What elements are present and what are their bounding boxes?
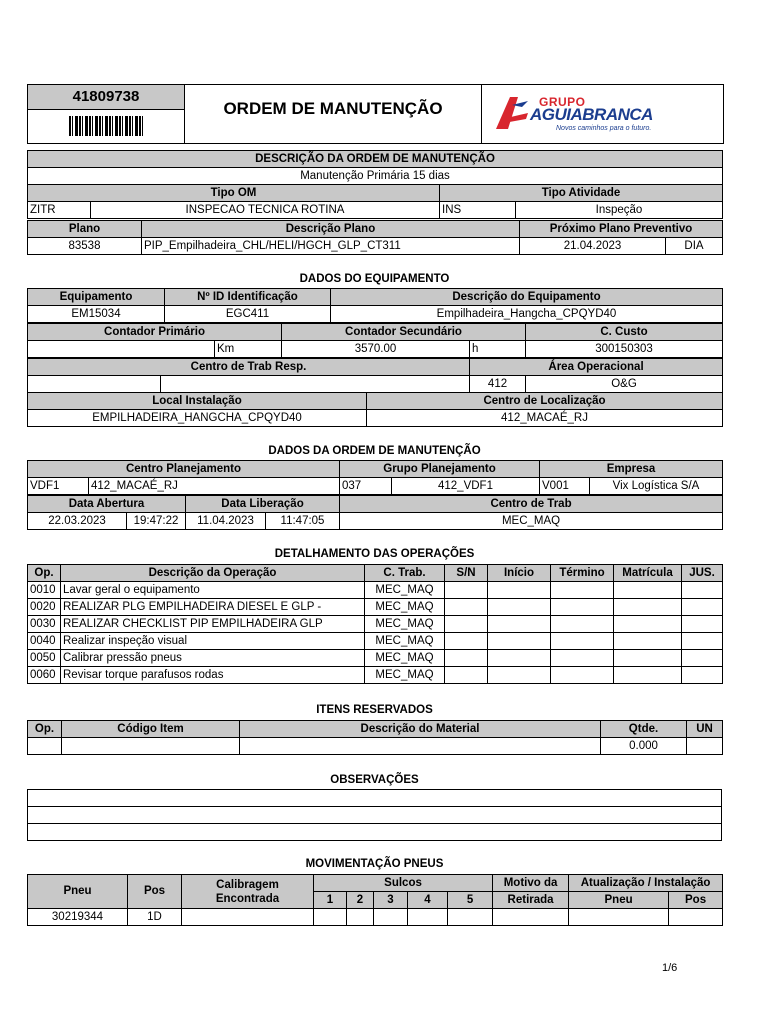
section-title-observacoes: OBSERVAÇÕES (330, 774, 419, 786)
termino-header: Término (551, 565, 614, 582)
op-matricula (614, 599, 682, 616)
tipo-om-code: ZITR (28, 202, 91, 219)
document-title: ORDEM DE MANUTENÇÃO (185, 85, 482, 143)
op-jus (682, 667, 723, 684)
area-operacional-label: Área Operacional (470, 359, 723, 376)
logo-group-text: GRUPO (539, 95, 586, 109)
plano-value: 83538 (28, 238, 142, 255)
op-ctrab: MEC_MAQ (365, 582, 445, 599)
op-matricula (614, 633, 682, 650)
op-matricula (614, 582, 682, 599)
empresa-code: V001 (540, 478, 590, 495)
ctrab-header: C. Trab. (365, 565, 445, 582)
sulco-4-value (408, 909, 448, 926)
tire-movement-table (27, 874, 723, 926)
sulco-3-header: 3 (374, 892, 408, 909)
op-inicio (488, 616, 551, 633)
local-instalacao-value: EMPILHADEIRA_HANGCHA_CPQYD40 (28, 410, 367, 427)
empresa-label: Empresa (540, 461, 723, 478)
custo-label: C. Custo (526, 324, 723, 341)
equipamento-label: Equipamento (28, 289, 165, 306)
op-sn (445, 667, 488, 684)
op-ctrab: MEC_MAQ (365, 650, 445, 667)
order-planning-table (27, 460, 723, 495)
grupo-planejamento-code: 037 (340, 478, 392, 495)
data-liberacao-label: Data Liberação (186, 496, 340, 513)
plano-label: Plano (28, 221, 142, 238)
centro-localizacao-label: Centro de Localização (367, 393, 723, 410)
equipment-counters-table (27, 323, 723, 358)
pneu-value: 30219344 (28, 909, 128, 926)
section-title-pneus: MOVIMENTAÇÃO PNEUS (305, 858, 444, 870)
section-title-itens: ITENS RESERVADOS (316, 704, 433, 716)
sulco-1-header: 1 (314, 892, 347, 909)
un-header: UN (687, 721, 723, 738)
observation-line (28, 790, 722, 807)
op-inicio (488, 667, 551, 684)
observation-line (28, 807, 722, 824)
op-code: 0060 (28, 667, 61, 684)
section-title-ordem: DADOS DA ORDEM DE MANUTENÇÃO (268, 445, 481, 457)
table-row (28, 667, 723, 684)
sulco-4-header: 4 (408, 892, 448, 909)
op-termino (551, 582, 614, 599)
descricao-plano-label: Descrição Plano (142, 221, 520, 238)
table-row (28, 633, 723, 650)
equipamento-value: EM15034 (28, 306, 165, 323)
codigo-item-header: Código Item (62, 721, 240, 738)
observations-table (27, 789, 722, 841)
order-number: 41809738 (28, 85, 185, 110)
jus-header: JUS. (682, 565, 723, 582)
observation-line (28, 824, 722, 841)
calibragem-value (182, 909, 314, 926)
pos-value: 1D (128, 909, 182, 926)
op-code: 0040 (28, 633, 61, 650)
op-termino (551, 599, 614, 616)
op-ctrab: MEC_MAQ (365, 616, 445, 633)
tipo-atividade-label: Tipo Atividade (440, 185, 723, 202)
inicio-header: Início (488, 565, 551, 582)
op-sn (445, 582, 488, 599)
grupo-planejamento-desc: 412_VDF1 (392, 478, 540, 495)
motivo-header-1: Motivo da (493, 875, 569, 892)
descricao-operacao-header: Descrição da Operação (61, 565, 365, 582)
logo-brand-text: AGUIABRANCA (530, 105, 653, 124)
atualizacao-pos-header: Pos (669, 892, 723, 909)
centro-planejamento-code: VDF1 (28, 478, 89, 495)
tipo-om-desc: INSPECAO TECNICA ROTINA (91, 202, 440, 219)
op-code: 0010 (28, 582, 61, 599)
sulcos-header: Sulcos (314, 875, 493, 892)
op-sn (445, 650, 488, 667)
op-code: 0030 (28, 616, 61, 633)
op-jus (682, 582, 723, 599)
hora-liberacao-value: 11:47:05 (266, 513, 340, 530)
calibragem-label-2: Encontrada (215, 892, 280, 905)
table-row (28, 616, 723, 633)
document-header (27, 84, 724, 144)
section-title-descricao: DESCRIÇÃO DA ORDEM DE MANUTENÇÃO (28, 151, 723, 168)
order-dates-table (27, 495, 723, 530)
op-jus (682, 599, 723, 616)
section-title-equipamento: DADOS DO EQUIPAMENTO (299, 273, 450, 285)
calibragem-label-1: Calibragem (216, 878, 279, 891)
descricao-plano-value: PIP_Empilhadeira_CHL/HELI/HGCH_GLP_CT311 (142, 238, 520, 255)
op-termino (551, 667, 614, 684)
company-logo (484, 85, 723, 143)
op-ctrab: MEC_MAQ (365, 633, 445, 650)
local-instalacao-label: Local Instalação (28, 393, 367, 410)
op-inicio (488, 599, 551, 616)
qtde-header: Qtde. (601, 721, 687, 738)
centro-localizacao-value: 412_MACAÉ_RJ (367, 410, 723, 427)
data-liberacao-value: 11.04.2023 (186, 513, 266, 530)
motivo-header-2: Retirada (493, 892, 569, 909)
op-sn (445, 616, 488, 633)
sulco-5-value (448, 909, 493, 926)
centro-planejamento-label: Centro Planejamento (28, 461, 340, 478)
matricula-header: Matrícula (614, 565, 682, 582)
item-op (28, 738, 62, 755)
op-header: Op. (28, 565, 61, 582)
area-operacional-code: 412 (470, 376, 526, 393)
contador-primario-value (28, 341, 215, 358)
tipo-atividade-code: INS (440, 202, 516, 219)
op-inicio (488, 633, 551, 650)
eagle-logo-icon (492, 93, 532, 133)
plan-table (27, 220, 723, 255)
sulco-3-value (374, 909, 408, 926)
centro-trab-resp-label: Centro de Trab Resp. (28, 359, 470, 376)
centro-trab-resp-code (28, 376, 161, 393)
id-identificacao-value: EGC411 (165, 306, 331, 323)
item-qtde: 0.000 (601, 738, 687, 755)
area-operacional-desc: O&G (526, 376, 723, 393)
page-number: 1/6 (662, 962, 678, 974)
op-matricula (614, 650, 682, 667)
calibragem-header (182, 875, 314, 909)
table-row (28, 582, 723, 599)
operations-table (27, 564, 723, 684)
descricao-material-header: Descrição do Material (240, 721, 601, 738)
order-description-value: Manutenção Primária 15 dias (28, 168, 723, 185)
centro-trab-label: Centro de Trab (340, 496, 723, 513)
op-jus (682, 616, 723, 633)
contador-secundario-label: Contador Secundário (282, 324, 526, 341)
contador-secundario-unidade: h (470, 341, 526, 358)
sulco-2-value (347, 909, 374, 926)
op-description: REALIZAR PLG EMPILHADEIRA DIESEL E GLP - (61, 599, 365, 616)
op-description: Calibrar pressão pneus (61, 650, 365, 667)
proximo-plano-label: Próximo Plano Preventivo (520, 221, 723, 238)
tipo-atividade-desc: Inspeção (516, 202, 723, 219)
equipment-location-table (27, 392, 723, 427)
custo-value: 300150303 (526, 341, 723, 358)
op-matricula (614, 616, 682, 633)
op-termino (551, 633, 614, 650)
op-code: 0020 (28, 599, 61, 616)
empresa-desc: Vix Logística S/A (590, 478, 723, 495)
sulco-2-header: 2 (347, 892, 374, 909)
op-code: 0050 (28, 650, 61, 667)
sulco-1-value (314, 909, 347, 926)
data-abertura-label: Data Abertura (28, 496, 186, 513)
descricao-equipamento-label: Descrição do Equipamento (331, 289, 723, 306)
id-identificacao-label: Nº ID Identificação (165, 289, 331, 306)
barcode-image (69, 116, 143, 136)
op-ctrab: MEC_MAQ (365, 599, 445, 616)
centro-planejamento-desc: 412_MACAÉ_RJ (89, 478, 340, 495)
hora-abertura-value: 19:47:22 (127, 513, 186, 530)
item-descricao (240, 738, 601, 755)
atualizacao-header: Atualização / Instalação (569, 875, 723, 892)
op-sn (445, 633, 488, 650)
centro-trab-resp-desc (161, 376, 470, 393)
equipment-table-1 (27, 288, 723, 323)
itens-op-header: Op. (28, 721, 62, 738)
contador-secundario-value: 3570.00 (282, 341, 470, 358)
grupo-planejamento-label: Grupo Planejamento (340, 461, 540, 478)
op-description: REALIZAR CHECKLIST PIP EMPILHADEIRA GLP (61, 616, 365, 633)
proximo-plano-unidade: DIA (666, 238, 723, 255)
barcode (28, 110, 185, 143)
op-matricula (614, 667, 682, 684)
table-row (28, 599, 723, 616)
atualizacao-pneu-value (569, 909, 669, 926)
pos-header: Pos (128, 875, 182, 909)
sn-header: S/N (445, 565, 488, 582)
table-row (28, 909, 723, 926)
op-description: Lavar geral o equipamento (61, 582, 365, 599)
op-termino (551, 616, 614, 633)
op-termino (551, 650, 614, 667)
tipo-om-label: Tipo OM (28, 185, 440, 202)
descricao-equipamento-value: Empilhadeira_Hangcha_CPQYD40 (331, 306, 723, 323)
contador-primario-unidade: Km (215, 341, 282, 358)
atualizacao-pos-value (669, 909, 723, 926)
equipment-area-table (27, 358, 723, 393)
op-sn (445, 599, 488, 616)
item-un (687, 738, 723, 755)
section-title-operacoes: DETALHAMENTO DAS OPERAÇÕES (274, 548, 475, 560)
op-inicio (488, 582, 551, 599)
atualizacao-pneu-header: Pneu (569, 892, 669, 909)
contador-primario-label: Contador Primário (28, 324, 282, 341)
motivo-value (493, 909, 569, 926)
sulco-5-header: 5 (448, 892, 493, 909)
op-description: Revisar torque parafusos rodas (61, 667, 365, 684)
data-abertura-value: 22.03.2023 (28, 513, 127, 530)
logo-slogan: Novos caminhos para o futuro. (556, 125, 652, 132)
pneu-header: Pneu (28, 875, 128, 909)
centro-trab-value: MEC_MAQ (340, 513, 723, 530)
table-row (28, 738, 723, 755)
item-codigo (62, 738, 240, 755)
proximo-plano-data: 21.04.2023 (520, 238, 666, 255)
order-description-table (27, 150, 723, 219)
op-jus (682, 633, 723, 650)
table-row (28, 650, 723, 667)
op-inicio (488, 650, 551, 667)
op-ctrab: MEC_MAQ (365, 667, 445, 684)
op-jus (682, 650, 723, 667)
reserved-items-table (27, 720, 723, 755)
op-description: Realizar inspeção visual (61, 633, 365, 650)
